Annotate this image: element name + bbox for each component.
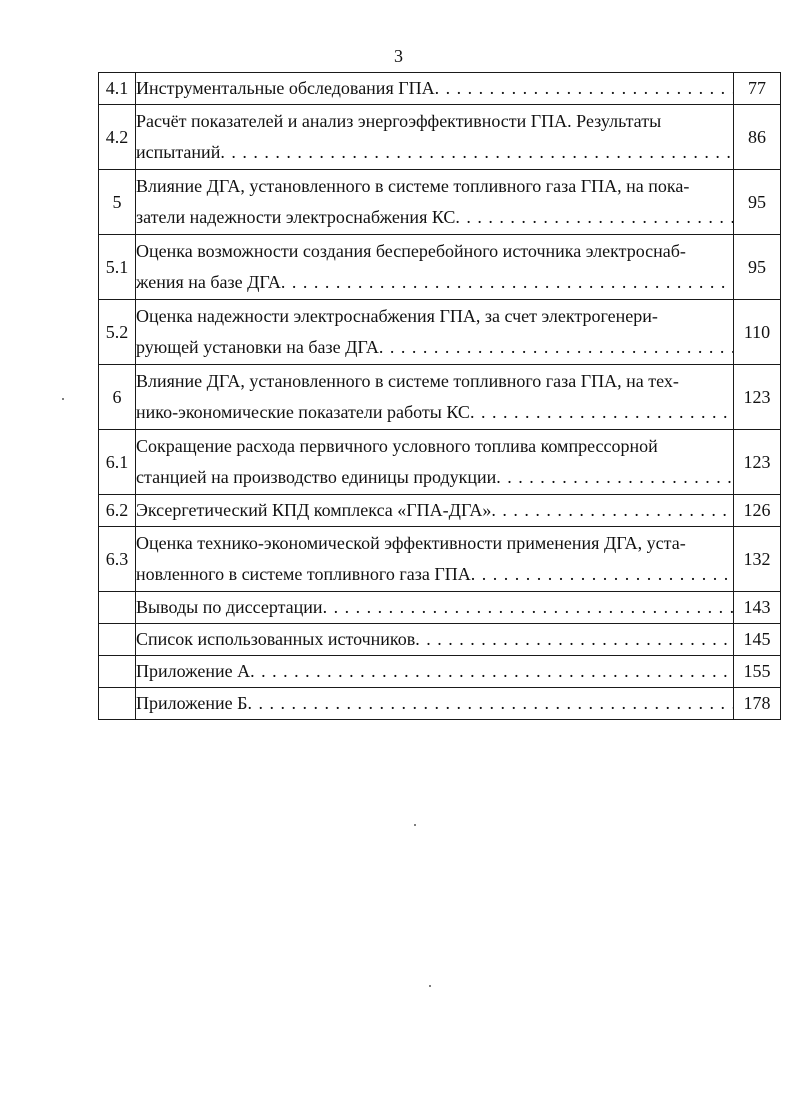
toc-section-title[interactable] [136, 73, 734, 105]
toc-section-number: 4.1 [99, 73, 136, 105]
toc-row[interactable] [99, 73, 781, 105]
toc-section-number: 5.1 [99, 235, 136, 300]
toc-row[interactable] [99, 592, 781, 624]
scan-speck [62, 398, 64, 400]
toc-title-line: жения на базе ДГА [136, 272, 281, 292]
toc-row[interactable] [99, 430, 781, 495]
page-number: 3 [394, 46, 403, 66]
toc-title-line: рующей установки на базе ДГА [136, 337, 379, 357]
toc-title-line: Список использованных источников [136, 629, 416, 649]
toc-section-title[interactable] [136, 235, 734, 300]
toc-title-line: Эксергетический КПД комплекса «ГПА-ДГА» [136, 500, 492, 520]
toc-title-line: нико-экономические показатели работы КС [136, 402, 470, 422]
table-of-contents [98, 72, 781, 720]
toc-row[interactable] [99, 688, 781, 720]
toc-section-title[interactable] [136, 430, 734, 495]
dot-leader [496, 462, 733, 493]
scan-speck [414, 824, 416, 826]
dot-leader [247, 688, 733, 719]
toc-row[interactable] [99, 656, 781, 688]
toc-row[interactable] [99, 170, 781, 235]
toc-title-line: Расчёт показателей и анализ энергоэффективности ГПА. Результаты [136, 111, 662, 131]
dot-leader [220, 137, 733, 168]
dot-leader [379, 332, 733, 363]
toc-page-number: 123 [734, 430, 781, 495]
toc-row[interactable] [99, 624, 781, 656]
toc-section-number: 6.3 [99, 527, 136, 592]
toc-section-number: 4.2 [99, 105, 136, 170]
toc-section-title[interactable] [136, 688, 734, 720]
toc-section-title[interactable] [136, 656, 734, 688]
toc-title-line: Влияние ДГА, установленного в системе топливного газа ГПА, на пока- [136, 176, 690, 196]
dot-leader [250, 656, 733, 687]
toc-title-line: Сокращение расхода первичного условного топлива компрессорной [136, 436, 658, 456]
toc-section-title[interactable] [136, 527, 734, 592]
toc-title-line: новленного в системе топливного газа ГПА [136, 564, 471, 584]
toc-page-number: 86 [734, 105, 781, 170]
dot-leader [323, 592, 733, 623]
toc-row[interactable] [99, 105, 781, 170]
dot-leader [455, 202, 733, 233]
toc-section-number: 6.2 [99, 495, 136, 527]
toc-section-title[interactable] [136, 592, 734, 624]
toc-title-line: станцией на производство единицы продукции [136, 467, 497, 487]
toc-page-number: 95 [734, 170, 781, 235]
toc-page-number: 77 [734, 73, 781, 105]
toc-section-number: 5 [99, 170, 136, 235]
toc-section-title[interactable] [136, 624, 734, 656]
toc-section-title[interactable] [136, 300, 734, 365]
toc-title-line: затели надежности электроснабжения КС [136, 207, 456, 227]
toc-page-number: 178 [734, 688, 781, 720]
scan-speck [429, 985, 431, 987]
dot-leader [281, 267, 733, 298]
toc-section-title[interactable] [136, 170, 734, 235]
toc-row[interactable] [99, 300, 781, 365]
toc-row[interactable] [99, 527, 781, 592]
toc-section-title[interactable] [136, 365, 734, 430]
toc-title-line: испытаний [136, 142, 221, 162]
toc-section-title[interactable] [136, 105, 734, 170]
toc-row[interactable] [99, 495, 781, 527]
toc-title-line: Оценка технико-экономической эффективности применения ДГА, уста- [136, 533, 686, 553]
toc-page-number: 145 [734, 624, 781, 656]
toc-page-number: 155 [734, 656, 781, 688]
dot-leader [435, 73, 733, 104]
toc-title-line: Приложение А [136, 661, 251, 681]
dot-leader [491, 495, 733, 526]
toc-section-number [99, 592, 136, 624]
toc-page-number: 126 [734, 495, 781, 527]
toc-row[interactable] [99, 235, 781, 300]
toc-title-line: Влияние ДГА, установленного в системе топливного газа ГПА, на тех- [136, 371, 679, 391]
toc-title-line: Оценка надежности электроснабжения ГПА, за счет электрогенери- [136, 306, 658, 326]
toc-title-line: Приложение Б [136, 693, 248, 713]
toc-page-number: 143 [734, 592, 781, 624]
toc-section-title[interactable] [136, 495, 734, 527]
toc-section-number: 5.2 [99, 300, 136, 365]
toc-section-number: 6.1 [99, 430, 136, 495]
dot-leader [471, 559, 733, 590]
dot-leader [470, 397, 733, 428]
toc-page-number: 110 [734, 300, 781, 365]
toc-page-number: 123 [734, 365, 781, 430]
toc-title-line: Инструментальные обследования ГПА [136, 78, 435, 98]
toc-page-number: 132 [734, 527, 781, 592]
toc-row[interactable] [99, 365, 781, 430]
toc-page-number: 95 [734, 235, 781, 300]
toc-section-number [99, 656, 136, 688]
toc-title-line: Выводы по диссертации [136, 597, 323, 617]
dot-leader [415, 624, 733, 655]
toc-section-number: 6 [99, 365, 136, 430]
toc-title-line: Оценка возможности создания бесперебойного источника электроснаб- [136, 241, 686, 261]
toc-section-number [99, 624, 136, 656]
toc-section-number [99, 688, 136, 720]
